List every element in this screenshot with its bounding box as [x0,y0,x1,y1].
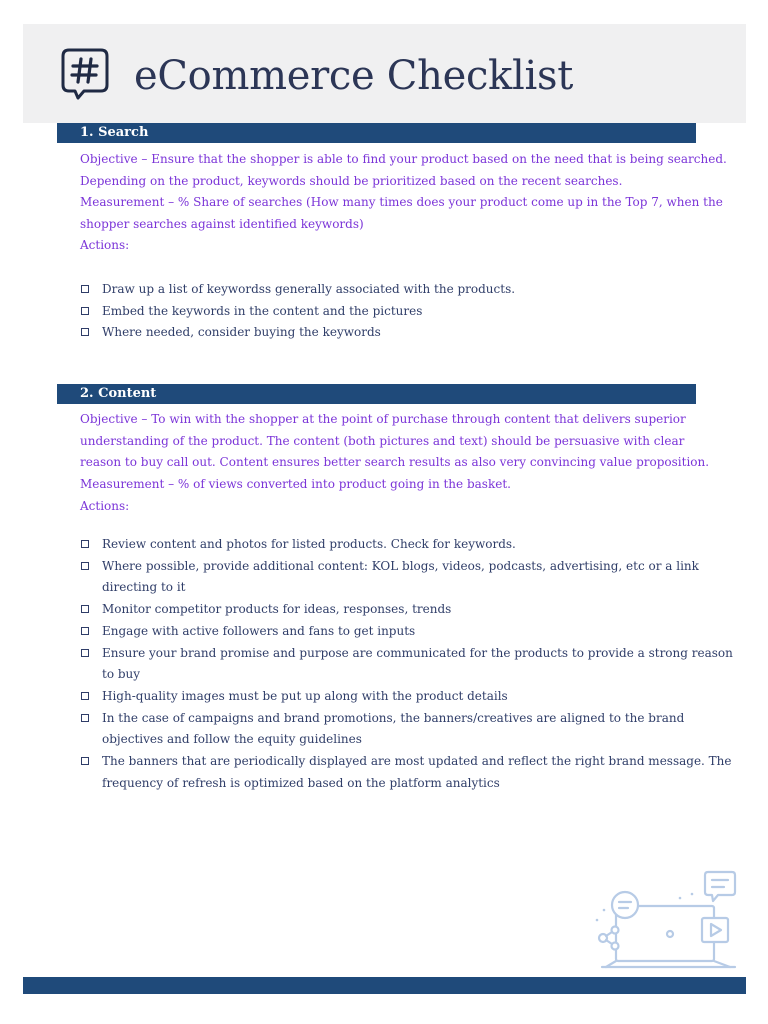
checklist-item [80,556,725,599]
checklist-item [80,621,725,643]
checklist-item-text: Engage with active followers and fans to get inputs [102,623,416,638]
section-heading-content: 2. Content [57,384,696,404]
content-checklist [80,534,733,794]
search-checklist [80,279,725,344]
page-title: eCommerce Checklist [134,53,573,99]
checkbox[interactable] [81,540,89,548]
search-objective [80,149,727,192]
checklist-item-text: Draw up a list of keywordss generally associated with the products. [102,282,516,296]
checklist-item-text: Embed the keywords in the content and the pictures [102,303,423,318]
checklist-item [80,322,725,344]
checklist-item [80,301,725,323]
search-measurement-line-1: Measurement – % Share of searches (How many times does your product come up in the Top 7, when the [80,195,723,209]
checklist-item [80,599,725,621]
search-measurement-line-2: shopper searches against identified keywords) [80,216,364,231]
search-objective-line-2: Depending on the product, keywords should be prioritized based on the recent searches. [80,173,623,188]
checkbox[interactable] [81,757,89,765]
page-header [23,24,746,123]
checklist-item [80,643,733,686]
checklist-item-text: Where needed, consider buying the keywords [102,325,381,340]
footer-bar [23,977,746,994]
checkbox[interactable] [81,307,89,315]
search-measurement [80,192,723,235]
checkbox[interactable] [81,714,89,722]
checklist-item-text: Where possible, provide additional content: KOL blogs, videos, podcasts, advertising, etc or a link [102,558,699,573]
checklist-item [80,279,725,301]
search-actions-label: Actions: [80,238,130,252]
checklist-item-text-continued: directing to it [102,580,186,595]
checklist-item-text-continued: frequency of refresh is optimized based on the platform analytics [102,775,500,790]
content-objective-line-3: reason to buy call out. Content ensures better search results as also very convincing value proposition. [80,455,710,470]
checkbox[interactable] [81,562,89,570]
checklist-item-text: Monitor competitor products for ideas, responses, trends [102,602,452,617]
content-measurement: Measurement – % of views converted into product going in the basket. [80,477,511,491]
checklist-item [80,534,725,556]
checklist-item [80,751,732,794]
content-objective [80,409,720,474]
checkbox[interactable] [81,692,89,700]
checklist-item-text: Ensure your brand promise and purpose are communicated for the products to provide a strong reason [102,645,733,660]
checklist-item-text-continued: objectives and follow the equity guidelines [102,732,362,747]
checkbox[interactable] [81,328,89,336]
checklist-item-text: Review content and photos for listed products. Check for keywords. [102,537,516,551]
checkbox[interactable] [81,285,89,293]
search-objective-line-1: Objective – Ensure that the shopper is able to find your product based on the need that is being searched. [80,152,727,166]
checkbox[interactable] [81,605,89,613]
checklist-item-text: High-quality images must be put up along with the product details [102,688,508,703]
section-heading-search: 1. Search [57,123,696,143]
checkbox[interactable] [81,627,89,635]
checkbox[interactable] [81,649,89,657]
laptop-social-media-icon [592,868,742,973]
checklist-item-text: In the case of campaigns and brand promotions, the banners/creatives are aligned to the brand [102,710,685,725]
checklist-item [80,708,725,751]
content-objective-line-1: Objective – To win with the shopper at the point of purchase through content that delivers superior [80,412,686,426]
checklist-item-text-continued: to buy [102,667,141,682]
checklist-item-text: The banners that are periodically displayed are most updated and reflect the right brand message. The [102,754,732,769]
content-objective-line-2: understanding of the product. The content (both pictures and text) should be persuasive with clear [80,433,685,448]
hashtag-speech-bubble-icon [60,47,110,105]
checklist-item [80,686,725,708]
content-actions-label: Actions: [80,499,130,513]
